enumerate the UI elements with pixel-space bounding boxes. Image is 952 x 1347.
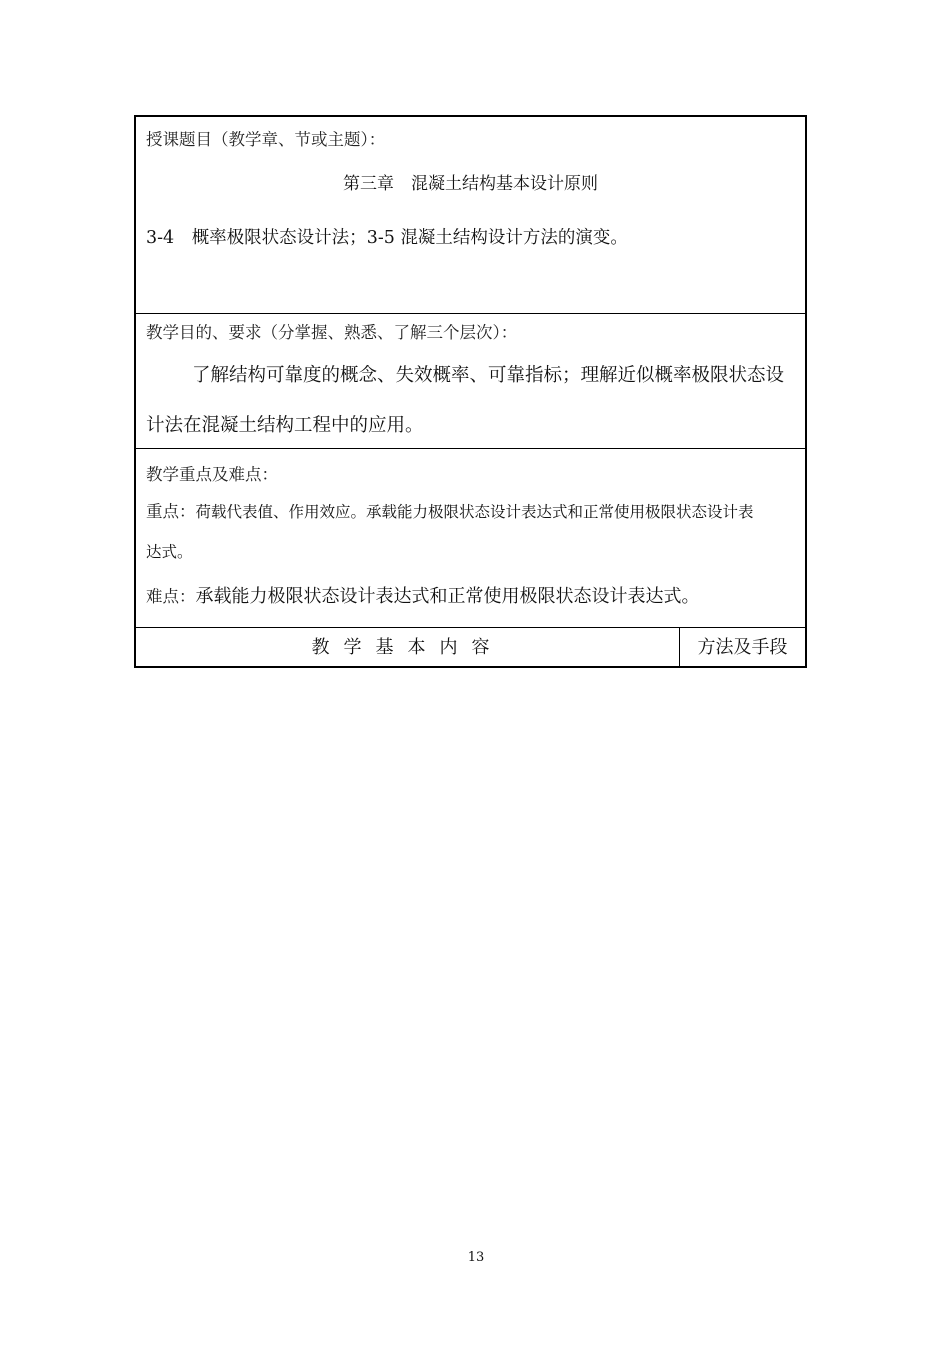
- topic-section: [136, 117, 805, 314]
- goal-label: 教学目的、要求（分掌握、熟悉、了解三个层次）：: [146, 323, 518, 342]
- topic-label: 授课题目（教学章、节或主题）：: [146, 130, 386, 149]
- method-header: 方法及手段: [697, 637, 788, 658]
- difficult-text: 承载能力极限状态设计表达式和正常使用极限状态设计表达式。: [195, 586, 700, 607]
- main-content-header: 教学基本内容: [136, 628, 680, 668]
- content-header-row: [136, 628, 805, 668]
- key-points-label: 教学重点及难点：: [146, 465, 278, 484]
- goal-text-line1: 了解结构可靠度的概念、失效概率、可靠指标；理解近似概率极限状态设: [192, 365, 785, 386]
- page-number: 13: [467, 1250, 485, 1265]
- difficult-label: 难点：: [146, 587, 196, 606]
- key-point-line2: 达式。: [146, 543, 193, 561]
- topic-line: [146, 224, 628, 249]
- topic-mid: 3-5: [366, 228, 401, 248]
- difficult-point-line: [146, 582, 700, 608]
- key-points-section: [136, 449, 805, 628]
- goal-text-line2: 计法在混凝土结构工程中的应用。: [146, 415, 424, 436]
- topic-part1: 概率极限状态设计法；: [191, 228, 367, 248]
- topic-part2: 混凝土结构设计方法的演变。: [400, 228, 628, 248]
- key-point-line1: [146, 498, 754, 522]
- key-label: 重点：: [146, 502, 196, 521]
- key-text: 荷载代表值、作用效应。承载能力极限状态设计表达式和正常使用极限状态设计表: [195, 503, 754, 521]
- lesson-plan-table: [134, 115, 807, 668]
- goal-section: [136, 314, 805, 449]
- topic-prefix: 3-4: [146, 228, 192, 248]
- chapter-title: 第三章 混凝土结构基本设计原则: [343, 174, 598, 194]
